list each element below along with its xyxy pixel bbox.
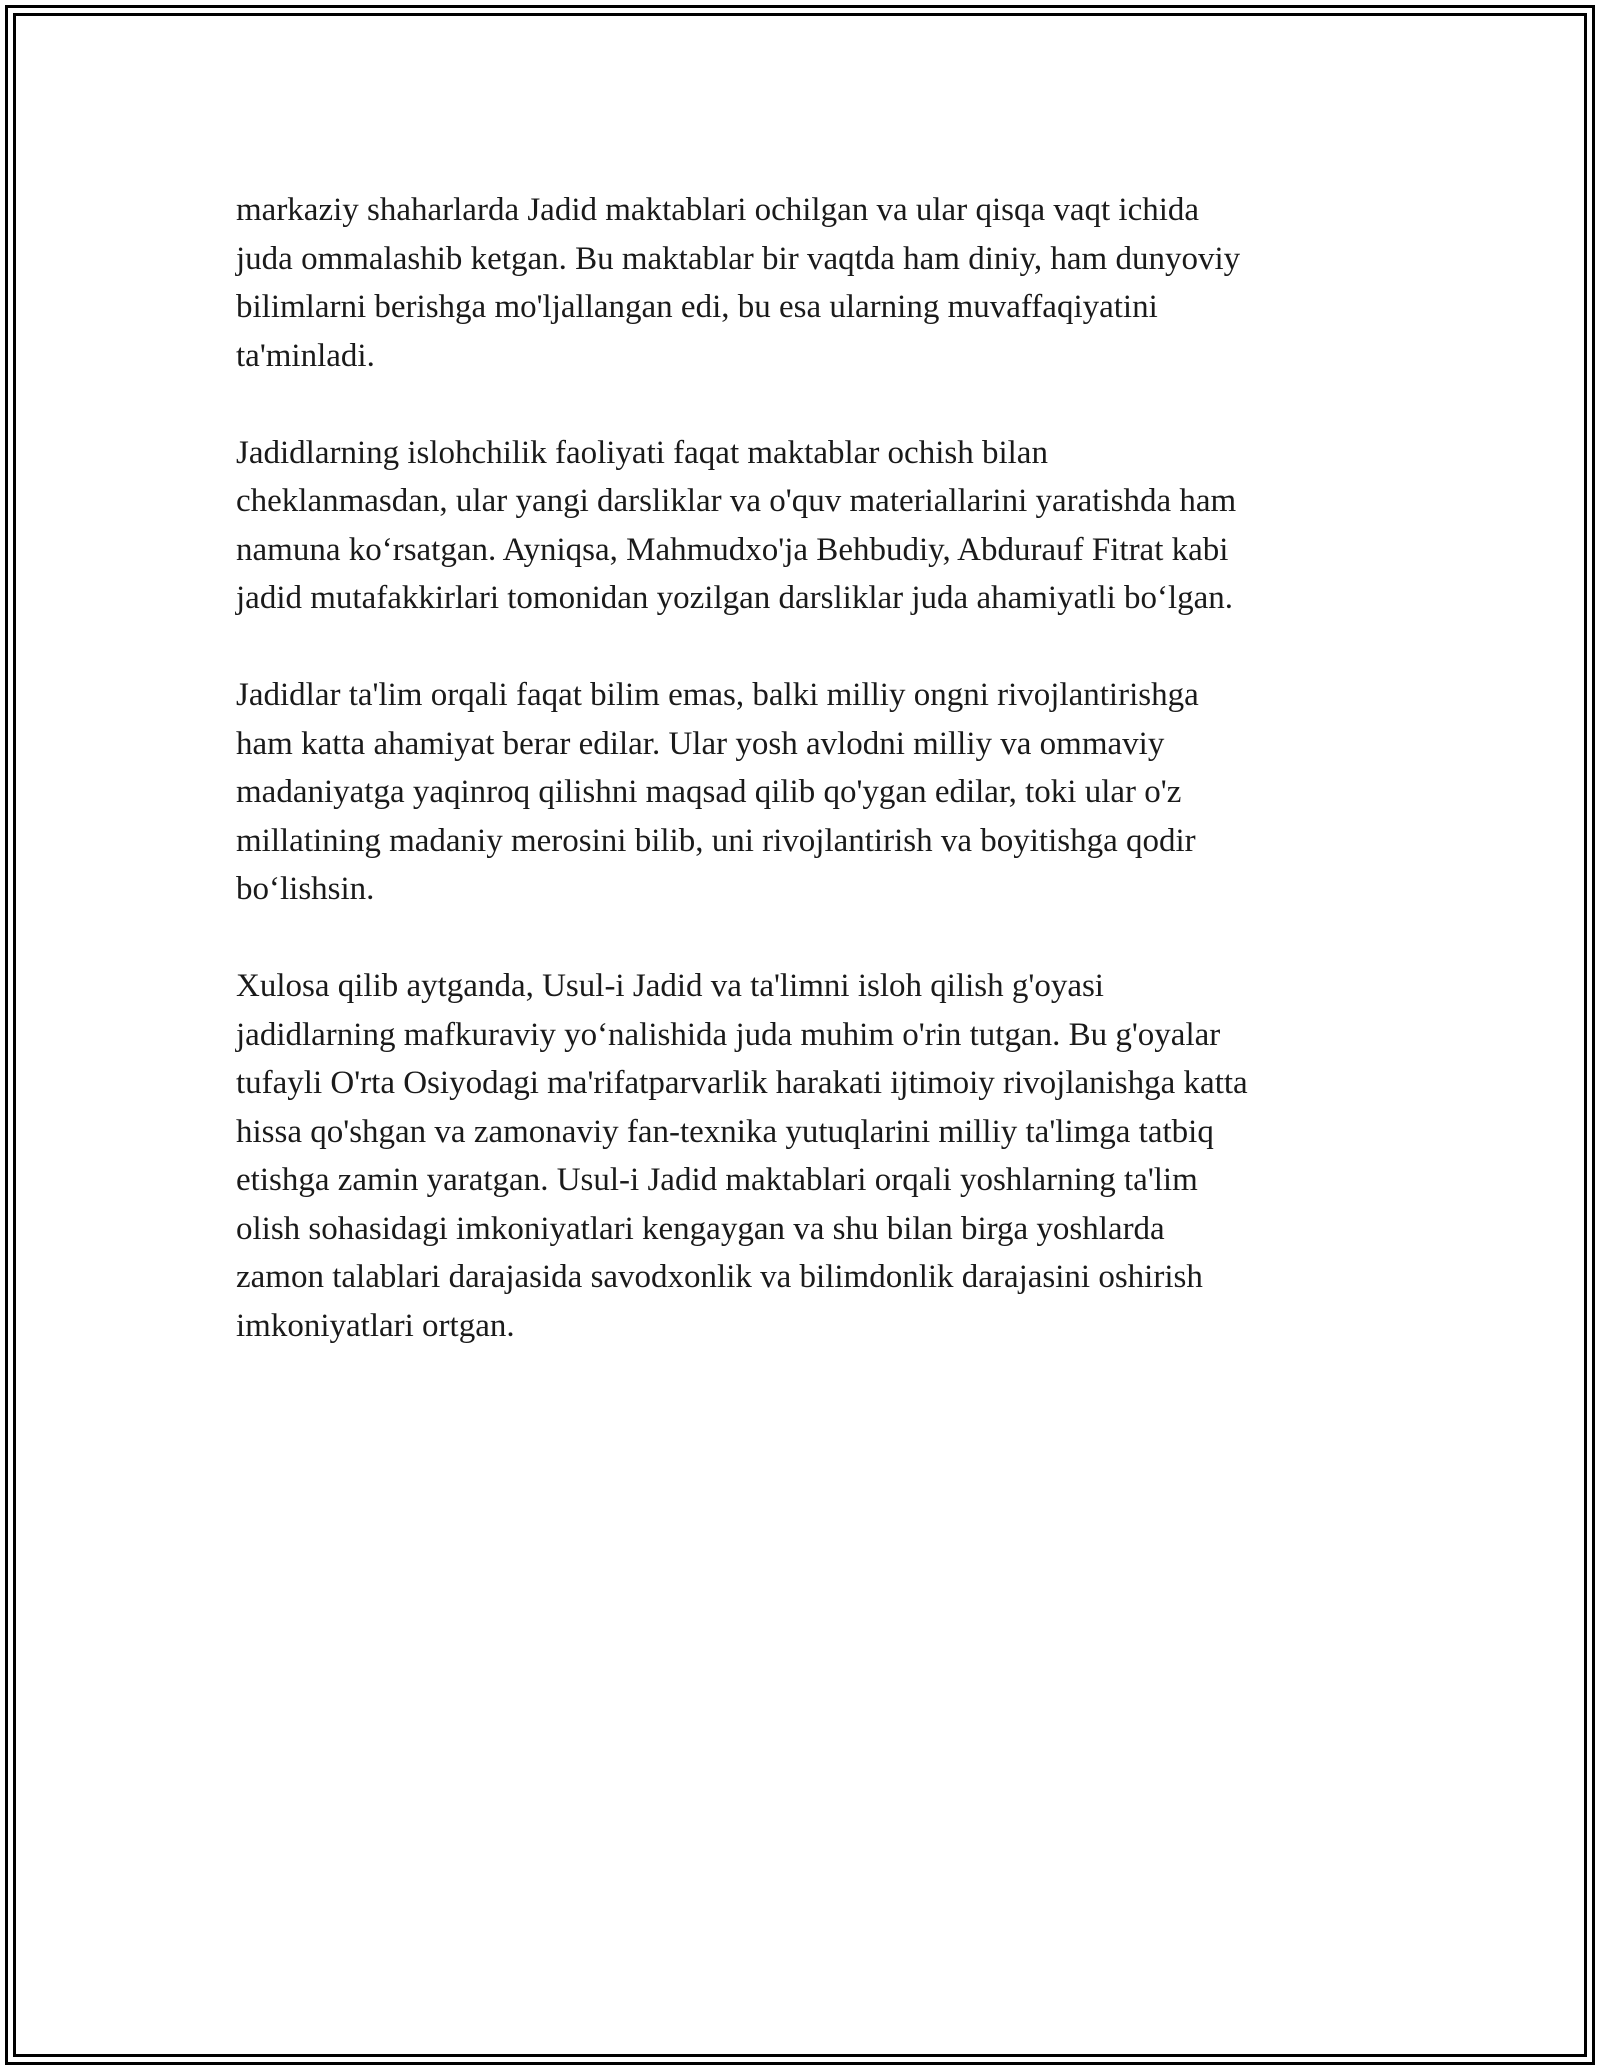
paragraph-conclusion: Xulosa qilib aytganda, Usul-i Jadid va ta'limni isloh qilish g'oyasi jadidlarning mafkuraviy yoʻnalishida juda muhim o'rin tutgan. Bu g'oyalar tufayli O'rta Osiyodagi ma'rifatparvarlik harakati ijtimoiy rivojlanishga katta hissa qo'shgan va zamonaviy fan-texnika yutuqlarini milliy ta'limga tatbiq etishga zamin yaratgan. Usul-i Jadid maktablari orqali yoshlarning ta'lim olish sohasidagi imkoniyatlari kengaygan va shu bilan birga yoshlarda zamon talablari darajasida savodxonlik va bilimdonlik darajasini oshirish imkoniyatlari ortgan. [236, 968, 1248, 1344]
document-body [236, 186, 1366, 1399]
paragraph-schools-spread: markaziy shaharlarda Jadid maktablari ochilgan va ular qisqa vaqt ichida juda ommalashib ketgan. Bu maktablar bir vaqtda ham diniy, ham dunyoviy bilimlarni berishga mo'ljallangan edi, bu esa ularning muvaffaqiyatini ta'minladi. [236, 192, 1241, 374]
paragraph-national-awareness: Jadidlar ta'lim orqali faqat bilim emas, balki milliy ongni rivojlantirishga ham katta ahamiyat berar edilar. Ular yosh avlodni milliy va ommaviy madaniyatga yaqinroq qilishni maqsad qilib qo'ygan edilar, toki ular o'z millatining madaniy merosini bilib, uni rivojlantirish va boyitishga qodir boʻlishsin. [236, 677, 1199, 907]
paragraph-textbooks: Jadidlarning islohchilik faoliyati faqat maktablar ochish bilan cheklanmasdan, ular yangi darsliklar va o'quv materiallarini yaratishda ham namuna koʻrsatgan. Ayniqsa, Mahmudxo'ja Behbudiy, Abdurauf Fitrat kabi jadid mutafakkirlari tomonidan yozilgan darsliklar juda ahamiyatli boʻlgan. [236, 434, 1237, 616]
